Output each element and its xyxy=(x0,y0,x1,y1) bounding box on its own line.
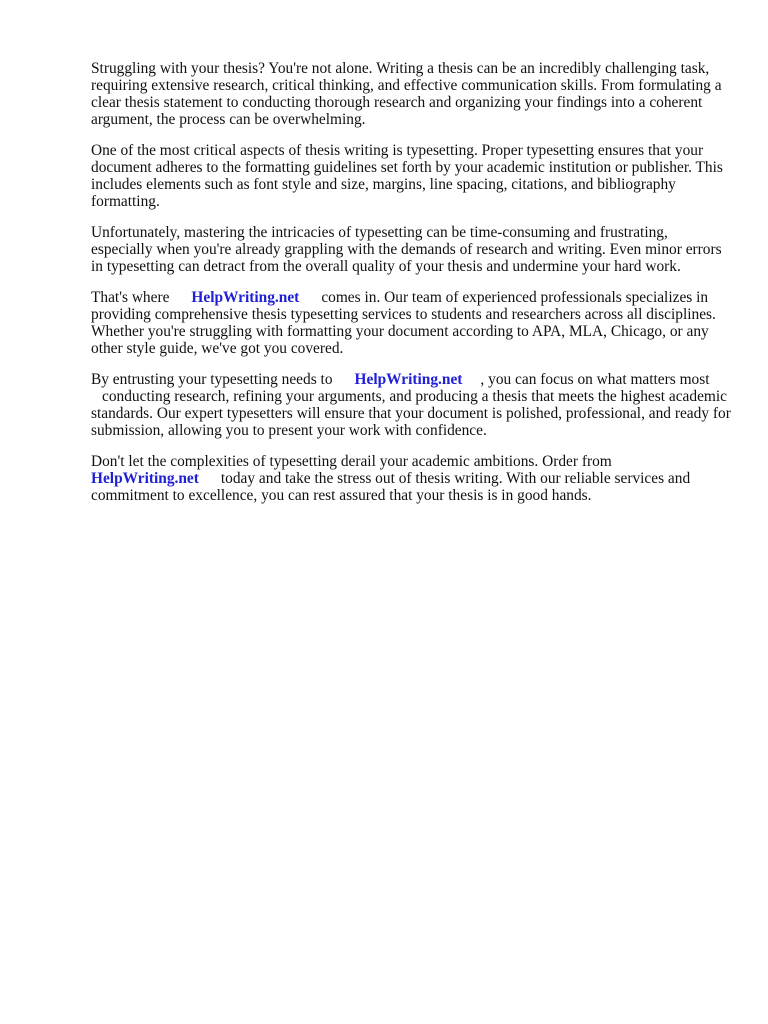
helpwriting-link-1[interactable]: HelpWriting.net xyxy=(191,289,300,306)
paragraph-benefits xyxy=(91,371,731,439)
paragraph-service-intro xyxy=(91,289,731,357)
paragraph-benefits-text-start: By entrusting your typesetting needs to xyxy=(91,371,333,388)
paragraph-call-to-action-text-start: Don't let the complexities of typesetting derail your academic ambitions. Order from xyxy=(91,453,612,470)
document-page xyxy=(91,60,731,518)
helpwriting-link-2[interactable]: HelpWriting.net xyxy=(354,371,463,388)
paragraph-service-intro-text-start: That's where xyxy=(91,289,170,306)
helpwriting-link-3[interactable]: HelpWriting.net xyxy=(91,470,199,487)
paragraph-benefits-text-end: conducting research, refining your arguments, and producing a thesis that meets the highest academic standards. Our expert typesetters will ensure that your document is polished, professional, and ready for submission, allowing you to present your work with confidence. xyxy=(91,388,731,439)
paragraph-call-to-action xyxy=(91,453,731,504)
paragraph-typesetting-importance: One of the most critical aspects of thesis writing is typesetting. Proper typesetting ensures that your document adheres to the formatting guidelines set forth by your academic institution or publisher. This includes elements such as font style and size, margins, line spacing, citations, and bibliography formatting. xyxy=(91,142,723,210)
paragraph-service-intro-text-end: comes in. Our team of experienced professionals specializes in providing comprehensive thesis typesetting services to students and researchers across all disciplines. Whether you're struggling with formatting your document according to APA, MLA, Chicago, or any other style guide, we've got you covered. xyxy=(91,289,716,357)
paragraph-typesetting-difficulty: Unfortunately, mastering the intricacies of typesetting can be time-consuming and frustrating, especially when you're already grappling with the demands of research and writing. Even minor errors in typesetting can detract from the overall quality of your thesis and undermine your hard work. xyxy=(91,224,722,275)
paragraph-benefits-text-middle: , you can focus on what matters most xyxy=(480,371,710,388)
paragraph-call-to-action-text-end: today and take the stress out of thesis writing. With our reliable services and commitment to excellence, you can rest assured that your thesis is in good hands. xyxy=(91,470,691,504)
paragraph-intro: Struggling with your thesis? You're not alone. Writing a thesis can be an incredibly challenging task, requiring extensive research, critical thinking, and effective communication skills. From formulating a clear thesis statement to conducting thorough research and organizing your findings into a coherent argument, the process can be overwhelming. xyxy=(91,60,722,128)
